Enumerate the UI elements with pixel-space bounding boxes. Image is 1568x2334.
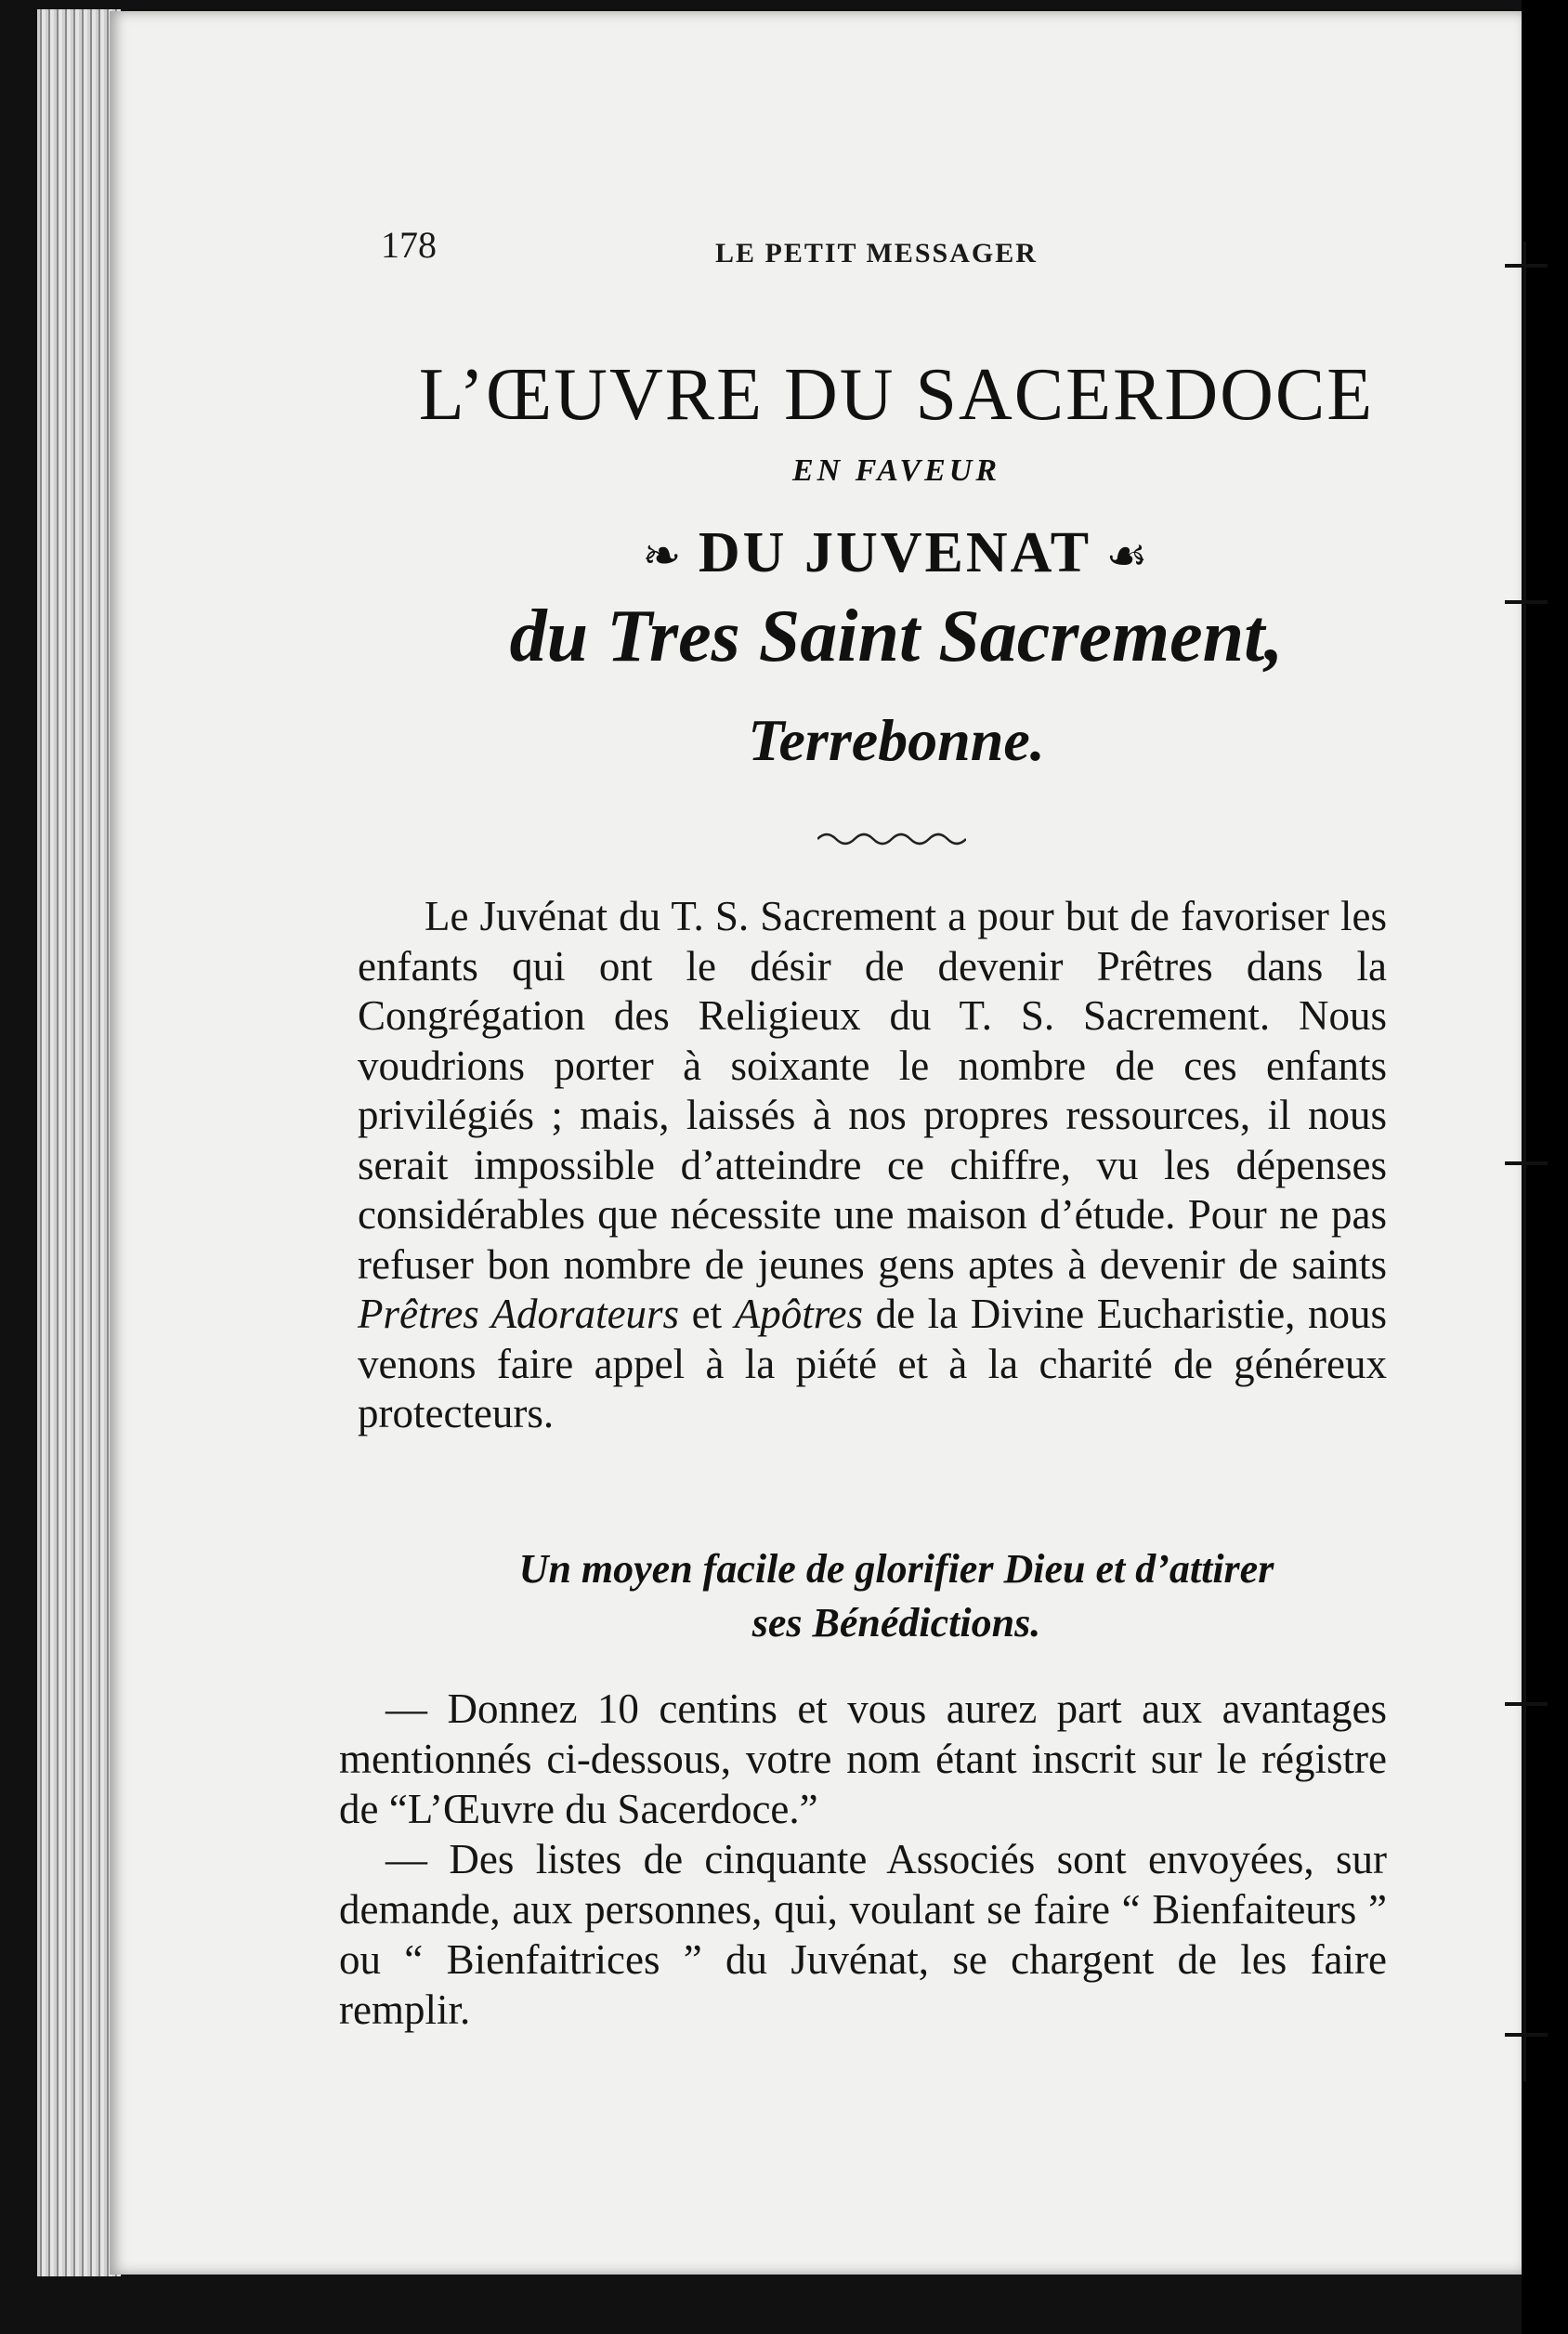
article-subtitle: EN FAVEUR (791, 453, 1001, 488)
section-subheading (372, 1542, 1421, 1650)
subheading-line-1: Un moyen facile de glorifier Dieu et d’attirer (518, 1546, 1274, 1592)
paragraph-1 (358, 892, 1387, 1439)
paragraph-1-conj: et (691, 1291, 723, 1337)
list-paragraphs (339, 1684, 1387, 2035)
thread-tick (1505, 2033, 1548, 2037)
page-number: 178 (381, 224, 437, 266)
juvenat-label: DU JUVENAT (698, 521, 1092, 584)
emphasis-apotres: Apôtres (734, 1291, 864, 1337)
wavy-rule-ornament (817, 825, 966, 853)
running-title: LE PETIT MESSAGER (715, 238, 1038, 269)
margin-thread (1486, 0, 1561, 2334)
paragraph-1-end: de la Divine Eucharistie, nous venons faire appel à la piété et à la charité de généreux protecteurs. (358, 1291, 1387, 1436)
paragraph-3: — Des listes de cinquante Associés sont envoyées, sur demande, aux personnes, qui, voulant se faire “ Bienfaiteurs ” ou “ Bienfaitrices ” du Juvénat, se chargent de les faire remplir. (339, 1836, 1387, 2033)
article-title-line4: du Tres Saint Sacrement, (509, 596, 1284, 677)
thread-tick (1505, 600, 1548, 604)
paragraph-1-text: Le Juvénat du T. S. Sacrement a pour but de favoriser les enfants qui ont le désir de devenir Prêtres dans la Congrégation des Religieux du T. S. Sacrement. Nous voudrions porter à soixante le nombre de ces enfants privilégiés ; mais, laissés à nos propres ressources, il nous serait impossible d’atteindre ce chiffre, vu les dépenses considérables que nécessite une maison d’étude. Pour ne pas refuser bon nombre de jeunes gens aptes à devenir de saints (358, 893, 1387, 1288)
emphasis-pretres: Prêtres Adorateurs (358, 1291, 680, 1337)
page-edges (37, 9, 121, 2276)
thread-tick (1505, 1702, 1548, 1706)
subheading-line-2: ses Bénédictions. (751, 1600, 1041, 1646)
main-paragraph (358, 892, 1387, 1439)
article-title: L’ŒUVRE DU SACERDOCE (418, 354, 1375, 436)
thread-tick (1505, 264, 1548, 268)
fleuron-right-icon: ☙ (1091, 530, 1151, 582)
article-title-line5: Terrebonne. (748, 707, 1045, 773)
article-title-line3 (372, 520, 1421, 586)
running-head (381, 223, 1403, 279)
thread-tick (1505, 1161, 1548, 1165)
paragraph-2: — Donnez 10 centins et vous aurez part aux avantages mentionnés ci-dessous, votre nom étant inscrit sur le régistre de “L’Œuvre du Sacerdoce.” (339, 1685, 1387, 1832)
fleuron-left-icon: ❧ (642, 530, 699, 582)
